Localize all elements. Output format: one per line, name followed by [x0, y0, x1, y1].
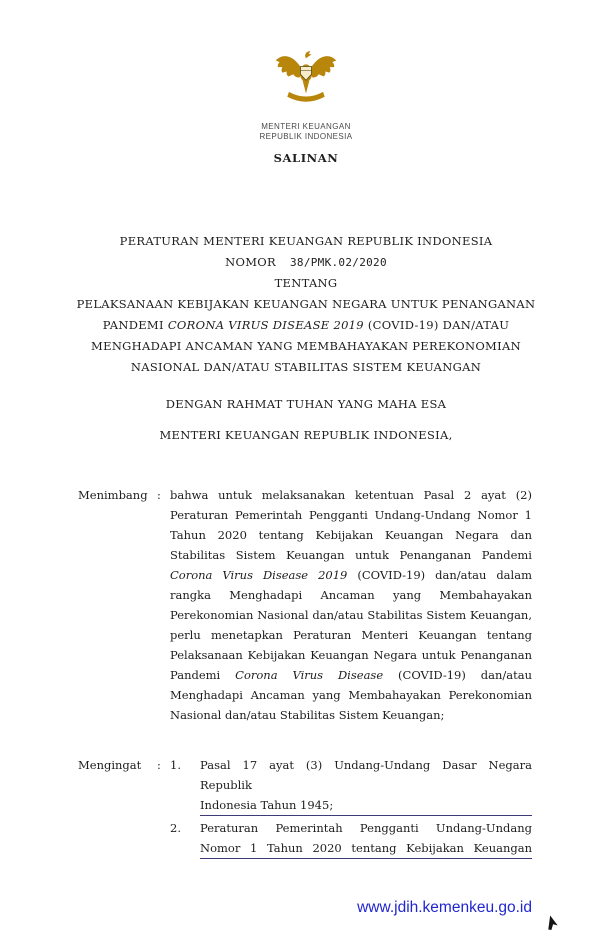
menimbang-part1: bahwa untuk melaksanakan ketentuan Pasal 2 ayat (2) Peraturan Pemerintah Pengganti Undang-Undang Nomor 1 Tahun 2020 tentang Kebijakan Keuangan Negara dan Stabilitas Sistem Keuangan untuk Penanganan Pandemi — [170, 488, 536, 562]
menimbang-clause — [78, 485, 536, 725]
subject-line2-pre: PANDEMI — [102, 318, 168, 332]
legal-item-2-number: 2. — [170, 821, 181, 835]
document-header — [0, 0, 612, 165]
subject-line1: PELAKSANAAN KEBIJAKAN KEUANGAN NEGARA UNTUK PENANGANAN — [76, 297, 536, 311]
legal-reference-list — [170, 755, 532, 859]
cursor-arrow-icon — [545, 914, 560, 931]
menteri-line: MENTERI KEUANGAN REPUBLIK INDONESIA, — [159, 428, 453, 442]
legal-item-1-line1: Pasal 17 ayat (3) Undang-Undang Dasar Negara Republik — [200, 758, 532, 792]
legal-item-2-line1: Peraturan Pemerintah Pengganti Undang-Undang — [200, 821, 532, 835]
mengingat-clause — [78, 755, 532, 859]
rahmat-line: DENGAN RAHMAT TUHAN YANG MAHA ESA — [165, 397, 447, 411]
legal-item-1-number: 1. — [170, 758, 181, 772]
mengingat-label: Mengingat — [78, 758, 142, 772]
menimbang-label: Menimbang — [78, 488, 148, 502]
regulation-title-block — [0, 231, 612, 378]
menimbang-italic2: Corona Virus Disease — [235, 668, 384, 682]
legal-item-2 — [170, 818, 532, 859]
menimbang-italic1: Corona Virus Disease 2019 — [170, 568, 348, 582]
nomor-label: NOMOR — [225, 255, 276, 269]
regulation-title-line1: PERATURAN MENTERI KEUANGAN REPUBLIK INDONESIA — [119, 234, 493, 248]
jdih-website-link[interactable]: www.jdih.kemenkeu.go.id — [357, 899, 532, 916]
legal-reference-link-2[interactable]: Nomor 1 Tahun 2020 tentang Kebijakan Keuangan — [200, 838, 532, 859]
menimbang-part2: (COVID-19) dan/atau dalam rangka Menghadapi Ancaman yang Membahayakan Perekonomian Nasional dan/atau Stabilitas Sistem Keuangan, perlu menetapkan Peraturan Menteri Keuangan tentang Pelaksanaan Kebijakan Keuangan Negara untuk Penanganan Pandemi — [170, 568, 536, 682]
mengingat-colon: : — [157, 758, 161, 772]
legal-reference-link-1[interactable]: Indonesia Tahun 1945; — [200, 795, 532, 816]
legal-item-1 — [170, 755, 532, 816]
subject-line2 — [0, 315, 612, 336]
regulation-number-line — [0, 252, 612, 273]
legal-item-1-text — [200, 755, 532, 816]
subject-line2-post: (COVID-19) DAN/ATAU — [363, 318, 510, 332]
subject-line2-italic: CORONA VIRUS DISEASE 2019 — [167, 318, 364, 332]
republic-name: REPUBLIK INDONESIA — [259, 132, 353, 141]
nomor-value: 38/PMK.02/2020 — [289, 256, 387, 269]
menimbang-part3: (COVID-19) dan/atau Menghadapi Ancaman yang Membahayakan Perekonomian Nasional dan/atau Stabilitas Sistem Keuangan; — [170, 668, 536, 722]
legal-item-2-text — [200, 818, 532, 859]
document-body — [0, 485, 612, 859]
garuda-pancasila-emblem-icon — [273, 40, 339, 114]
subject-line4: NASIONAL DAN/ATAU STABILITAS SISTEM KEUANGAN — [130, 360, 482, 374]
subject-line3: MENGHADAPI ANCAMAN YANG MEMBAHAYAKAN PEREKONOMIAN — [91, 339, 521, 353]
tentang-label: TENTANG — [274, 276, 338, 290]
ministry-name: MENTERI KEUANGAN — [261, 122, 351, 131]
salinan-label: SALINAN — [273, 151, 339, 165]
menimbang-colon: : — [157, 488, 161, 502]
menimbang-text — [170, 485, 536, 725]
